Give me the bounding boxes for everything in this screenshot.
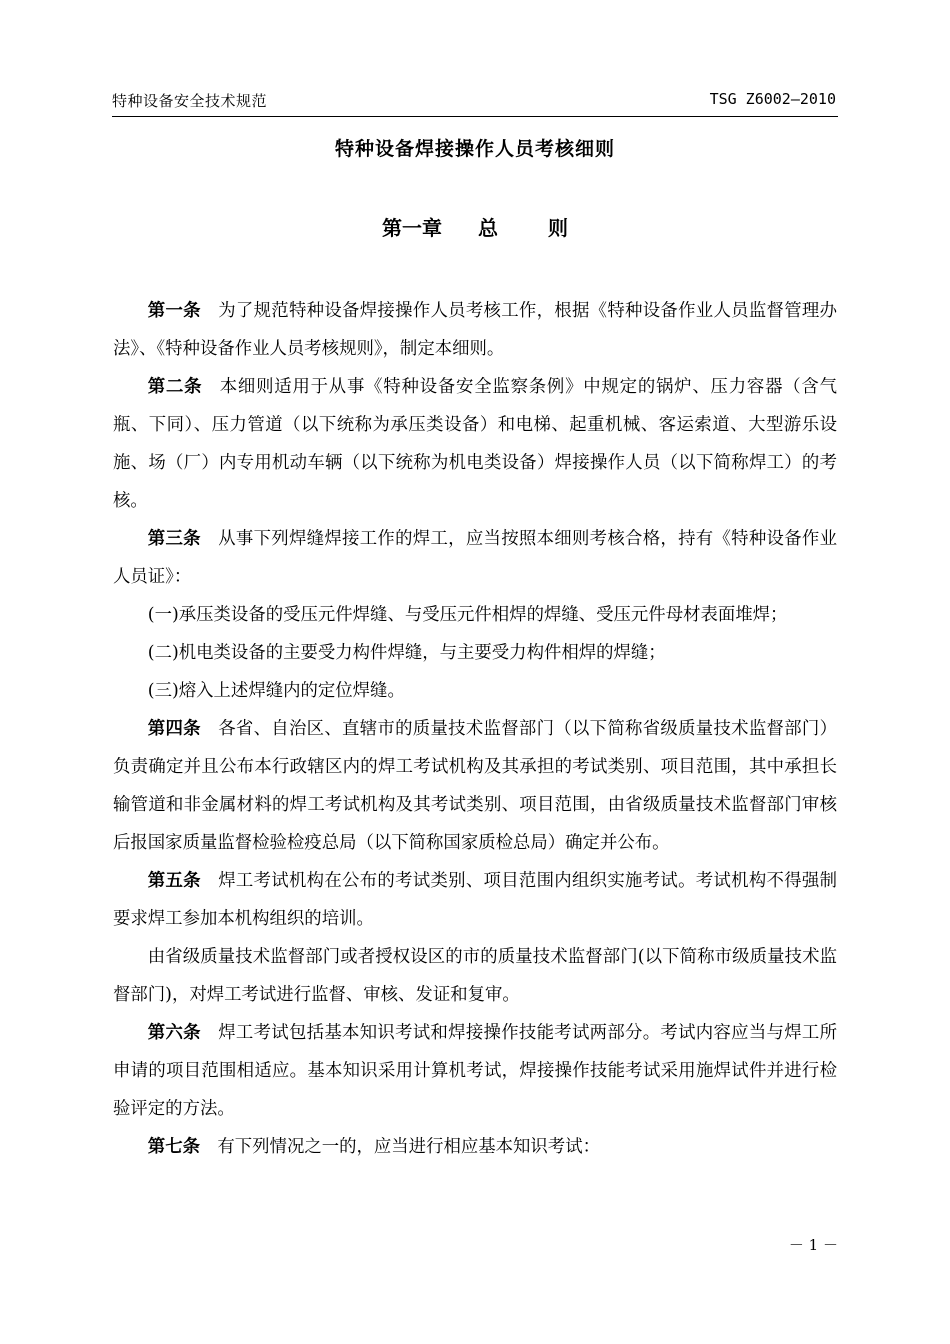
article-paragraph [113,1128,837,1166]
article-paragraph [113,520,837,596]
page-number: － 1 － [788,1236,838,1254]
chapter-word-1: 总 [478,216,498,240]
paragraph-text: (二)机电类设备的主要受力构件焊缝，与主要受力构件相焊的焊缝； [147,643,666,663]
paragraph-text: 从事下列焊缝焊接工作的焊工，应当按照本细则考核合格，持有《特种设备作业人员证》： [113,529,837,587]
paragraph-text: 焊工考试包括基本知识考试和焊接操作技能考试两部分。考试内容应当与焊工所申请的项目范围相适应。基本知识采用计算机考试，焊接操作技能考试采用施焊试件并进行检验评定的方法。 [113,1023,837,1119]
document-title: 特种设备焊接操作人员考核细则 [334,138,615,160]
article-label: 第一条 [147,301,201,321]
paragraph-text: 焊工考试机构在公布的考试类别、项目范围内组织实施考试。考试机构不得强制要求焊工参加本机构组织的培训。 [113,871,837,929]
header-series-title: 特种设备安全技术规范 [112,92,268,110]
article-label: 第六条 [147,1023,201,1043]
article-paragraph [113,710,837,862]
article-label: 第三条 [147,529,201,549]
paragraph-text: 为了规范特种设备焊接操作人员考核工作，根据《特种设备作业人员监督管理办法》、《特种设备作业人员考核规则》，制定本细则。 [113,301,837,359]
paragraph-text: (三)熔入上述焊缝内的定位焊缝。 [147,681,405,701]
article-paragraph [113,1014,837,1128]
chapter-number: 第一章 [382,216,442,240]
article-label: 第二条 [147,377,203,397]
article-paragraph [113,862,837,938]
paragraph-text: 由省级质量技术监督部门或者授权设区的市的质量技术监督部门(以下简称市级质量技术监督部门)，对焊工考试进行监督、审核、发证和复审。 [113,947,837,1005]
paragraph-text: 有下列情况之一的，应当进行相应基本知识考试： [217,1137,600,1157]
paragraph-text: (一)承压类设备的受压元件焊缝、与受压元件相焊的焊缝、受压元件母材表面堆焊； [147,605,788,625]
article-paragraph [113,368,837,520]
document-body [113,292,837,1166]
paragraph [113,938,837,1014]
paragraph-text: 本细则适用于从事《特种设备安全监察条例》中规定的锅炉、压力容器（含气瓶、下同）、压力管道（以下统称为承压类设备）和电梯、起重机械、客运索道、大型游乐设施、场（厂）内专用机动车辆（以下统称为机电类设备）焊接操作人员（以下简称焊工）的考核。 [113,377,837,511]
paragraph [113,596,837,634]
article-label: 第五条 [147,871,201,891]
article-paragraph [113,292,837,368]
chapter-heading [0,212,950,241]
paragraph [113,672,837,710]
running-header [112,88,838,117]
chapter-word-2: 则 [548,216,568,240]
article-label: 第四条 [147,719,201,739]
paragraph [113,634,837,672]
article-label: 第七条 [147,1137,200,1157]
paragraph-text: 各省、自治区、直辖市的质量技术监督部门（以下简称省级质量技术监督部门）负责确定并且公布本行政辖区内的焊工考试机构及其承担的考试类别、项目范围，其中承担长输管道和非金属材料的焊工考试机构及其考试类别、项目范围，由省级质量技术监督部门审核后报国家质量监督检验检疫总局（以下简称国家质检总局）确定并公布。 [113,719,837,853]
header-standard-code: TSG Z6002—2010 [709,90,836,108]
